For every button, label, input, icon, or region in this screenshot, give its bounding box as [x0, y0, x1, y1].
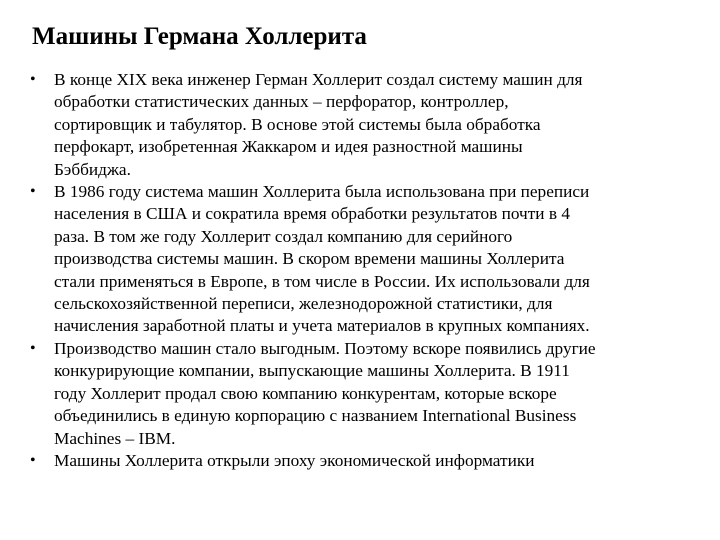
bullet-item-1 — [0, 69, 720, 181]
bullet-line: В конце XIX века инженер Герман Холлерит создал систему машин для — [54, 70, 583, 89]
slide-title: Машины Германа Холлерита — [32, 23, 367, 50]
bullet-line: конкурирующие компании, выпускающие машины Холлерита. В 1911 — [54, 361, 570, 381]
bullet-line: Machines – IBM. — [54, 428, 176, 448]
bullet-line: населения в США и сократила время обработки результатов почти в 4 — [54, 204, 570, 224]
bullet-line: обработки статистических данных – перфоратор, контроллер, — [54, 92, 509, 112]
bullet-list — [0, 69, 720, 472]
bullet-marker: • — [30, 451, 36, 469]
bullet-marker: • — [30, 183, 36, 201]
bullet-line: стали применяться в Европе, в том числе в России. Их использовали для — [54, 271, 590, 291]
bullet-line: раза. В том же году Холлерит создал компанию для серийного — [54, 226, 513, 246]
bullet-line: сортировщик и табулятор. В основе этой системы была обработка — [54, 114, 541, 134]
bullet-marker: • — [30, 339, 36, 357]
bullet-line: году Холлерит продал свою компанию конкурентам, которые вскоре — [54, 383, 557, 403]
bullet-line: производства системы машин. В скором времени машины Холлерита — [54, 249, 565, 269]
bullet-line: Производство машин стало выгодным. Поэтому вскоре появились другие — [54, 338, 596, 358]
bullet-line: объединились в единую корпорацию с названием International Business — [54, 406, 577, 426]
bullet-marker: • — [30, 71, 36, 88]
bullet-item-3 — [0, 338, 720, 450]
bullet-line: сельскохозяйственной переписи, железнодорожной статистики, для — [54, 294, 553, 314]
bullet-item-2 — [0, 181, 720, 338]
bullet-item-4 — [0, 450, 720, 472]
bullet-line: Машины Холлерита открыли эпоху экономической информатики — [54, 450, 535, 470]
bullet-line: начисления заработной платы и учета материалов в крупных компаниях. — [54, 316, 590, 336]
bullet-line: В 1986 году система машин Холлерита была использована при переписи — [54, 182, 590, 202]
bullet-line: перфокарт, изобретенная Жаккаром и идея разностной машины — [54, 137, 523, 157]
bullet-line: Бэббиджа. — [54, 159, 131, 179]
